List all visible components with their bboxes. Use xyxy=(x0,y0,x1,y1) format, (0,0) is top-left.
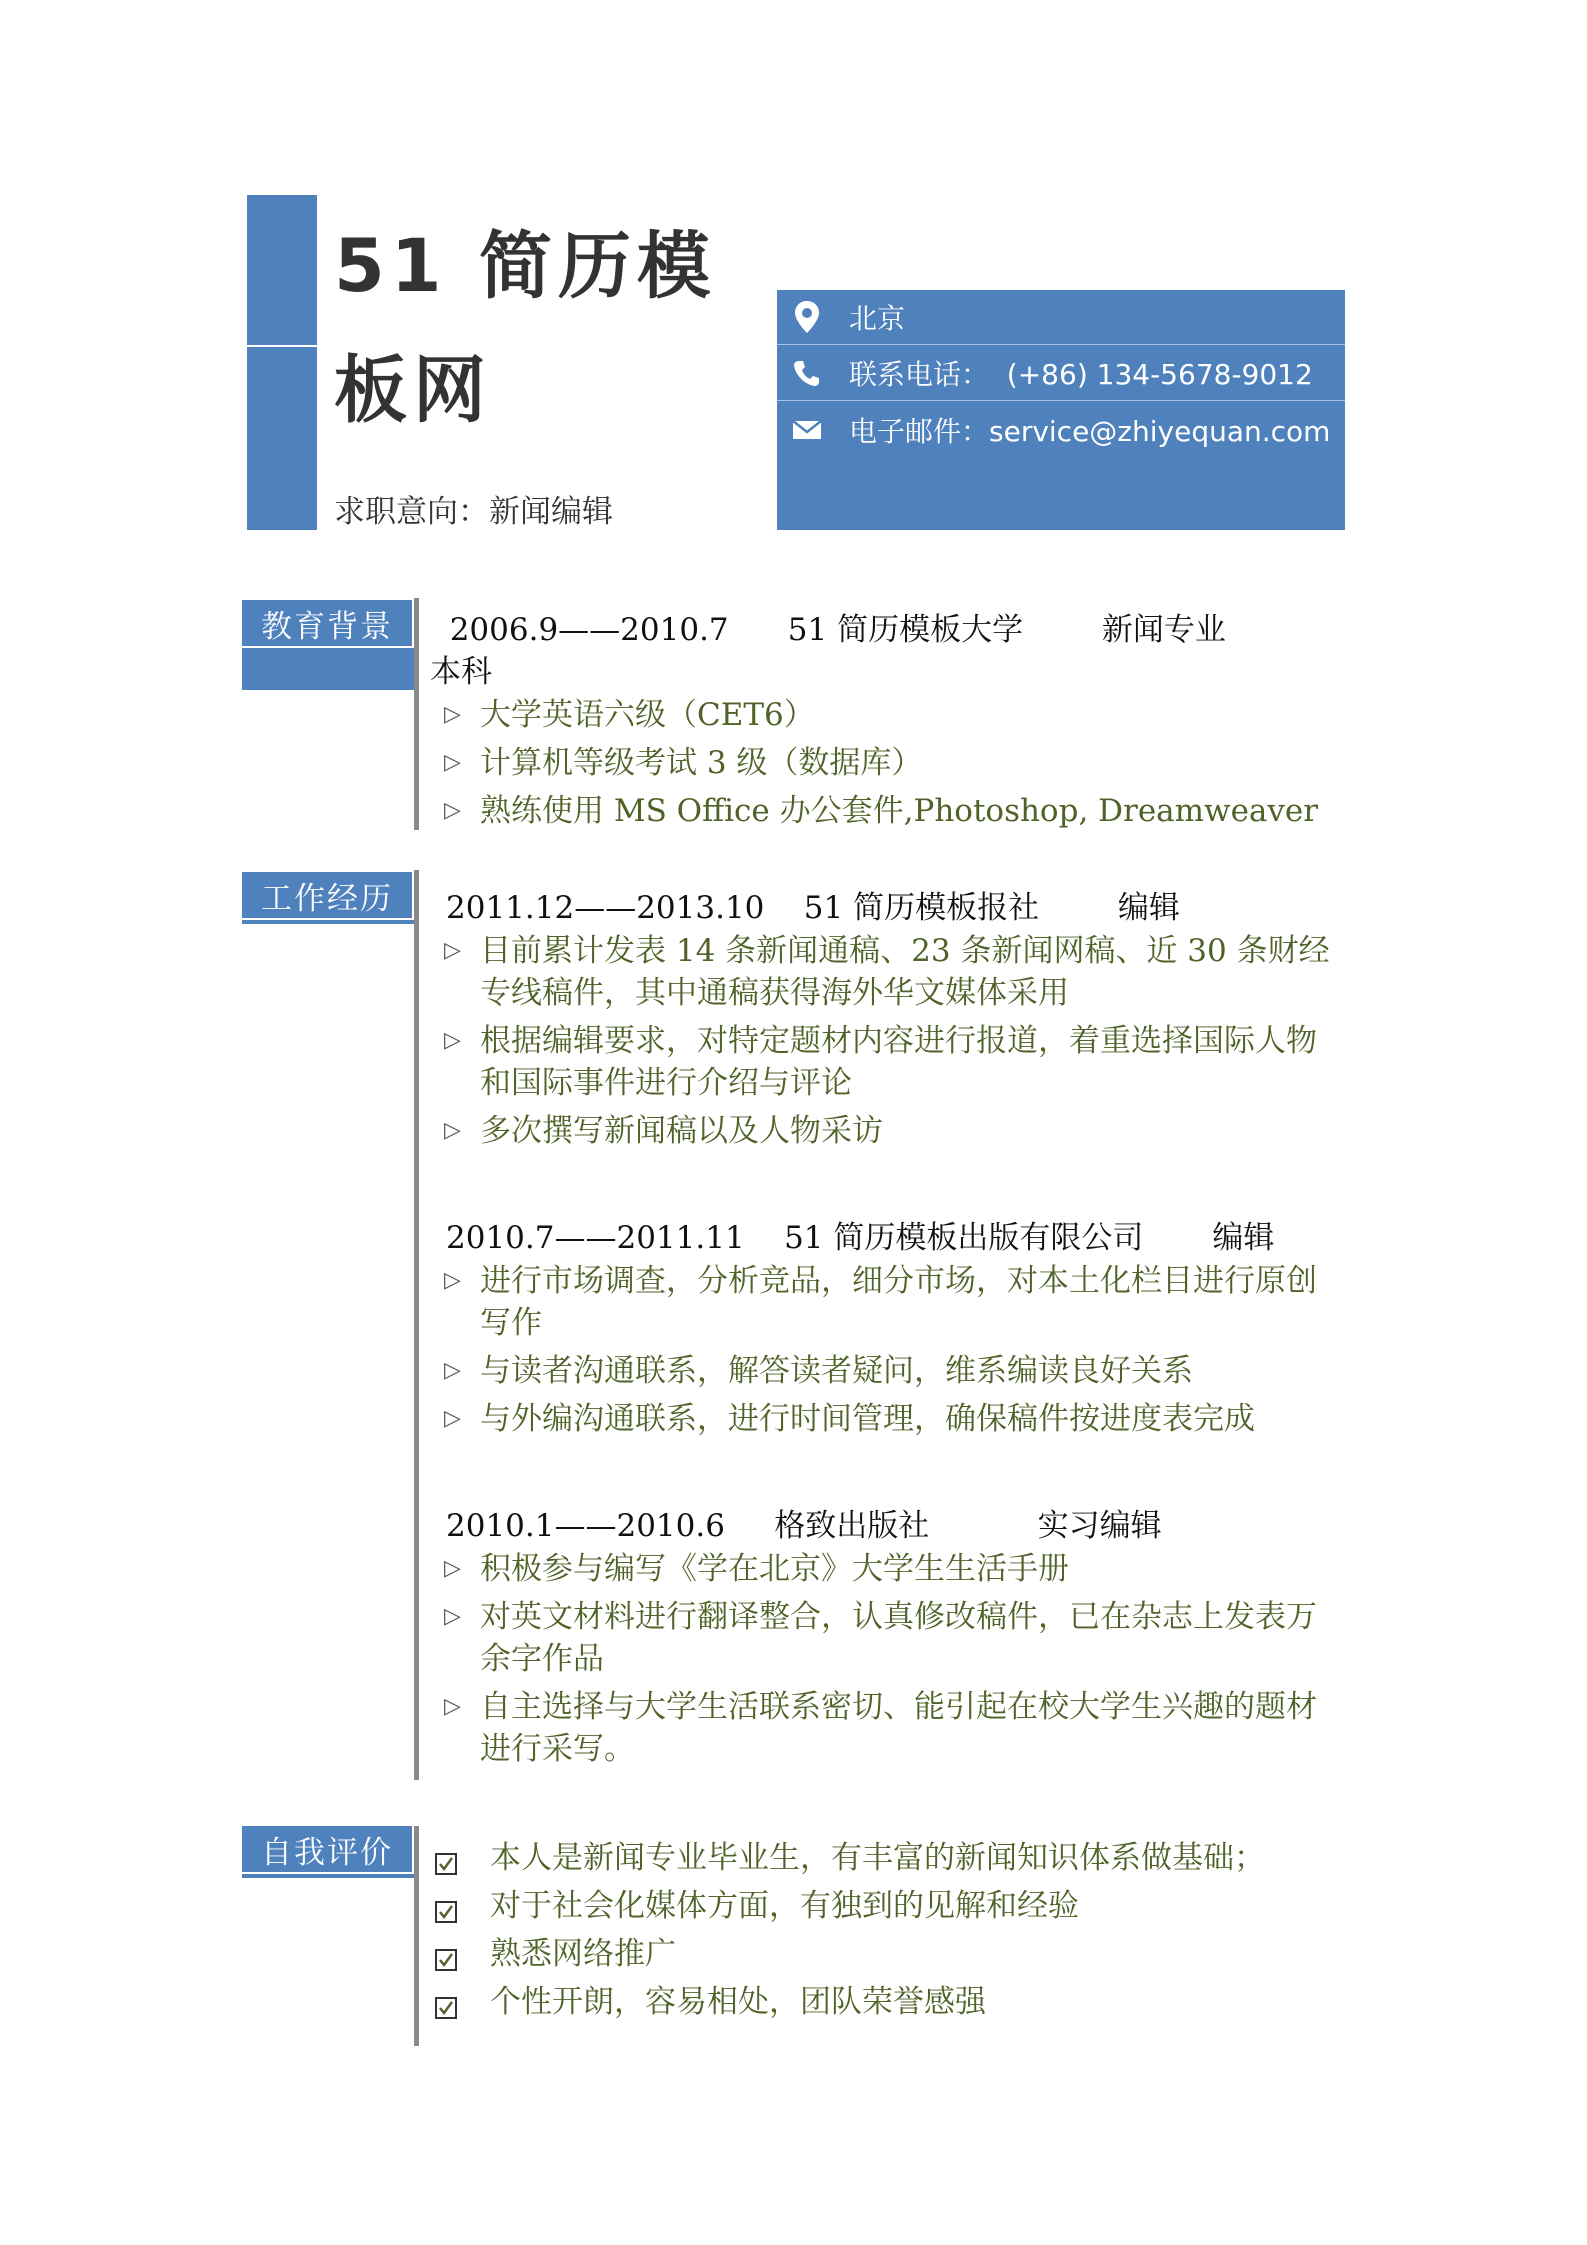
contact-location: 北京 xyxy=(849,302,906,335)
list-item: ▷ 与外编沟通联系，进行时间管理，确保稿件按进度表完成 xyxy=(444,1398,1334,1440)
contact-email-row xyxy=(777,402,1345,457)
job-list xyxy=(444,930,1334,1158)
list-item: 本人是新闻专业毕业生，有丰富的新闻知识体系做基础； xyxy=(434,1838,1334,1878)
location-pin-icon xyxy=(777,290,837,345)
list-item: ▷ 目前累计发表 14 条新闻通稿、23 条新闻网稿、近 30 条财经专线稿件，其中通稿获得海外华文媒体采用 xyxy=(444,930,1334,1014)
self-eval-rule xyxy=(414,1826,419,2046)
education-entry-head: 2006.9——2010.7 51 简历模板大学 新闻专业 xyxy=(430,612,1226,648)
checkbox-icon xyxy=(434,1846,458,1870)
education-rule xyxy=(414,598,419,830)
triangle-bullet-icon: ▷ xyxy=(444,1268,461,1293)
work-rule xyxy=(414,870,419,1780)
triangle-bullet-icon: ▷ xyxy=(444,798,461,823)
list-item: ▷ 根据编辑要求，对特定题材内容进行报道，着重选择国际人物和国际事件进行介绍与评论 xyxy=(444,1020,1334,1104)
self-eval-section-tab xyxy=(242,1826,414,1878)
list-item: 对于社会化媒体方面，有独到的见解和经验 xyxy=(434,1886,1334,1926)
self-eval-section-title: 自我评价 xyxy=(242,1826,414,1874)
job-head: 2010.1——2010.6 格致出版社 实习编辑 xyxy=(446,1508,1162,1544)
triangle-bullet-icon: ▷ xyxy=(444,1694,461,1719)
job-objective: 求职意向：新闻编辑 xyxy=(334,494,613,530)
list-item: 熟悉网络推广 xyxy=(434,1934,1334,1974)
header-accent-bar-bottom xyxy=(247,347,317,530)
triangle-bullet-icon: ▷ xyxy=(444,938,461,963)
contact-box xyxy=(777,290,1345,530)
list-item: ▷ 进行市场调查，分析竞品，细分市场，对本土化栏目进行原创写作 xyxy=(444,1260,1334,1344)
triangle-bullet-icon: ▷ xyxy=(444,1604,461,1629)
contact-phone: 联系电话： (+86) 134-5678-9012 xyxy=(849,358,1313,391)
header-accent-bar-top xyxy=(247,195,317,345)
job-head: 2010.7——2011.11 51 简历模板出版有限公司 编辑 xyxy=(446,1220,1275,1256)
triangle-bullet-icon: ▷ xyxy=(444,750,461,775)
checkbox-icon xyxy=(434,1942,458,1966)
contact-location-row xyxy=(777,290,1345,345)
work-section-title: 工作经历 xyxy=(242,872,414,920)
list-item: ▷ 计算机等级考试 3 级（数据库） xyxy=(444,742,1334,784)
education-list xyxy=(444,694,1334,838)
list-item: ▷ 对英文材料进行翻译整合，认真修改稿件，已在杂志上发表万余字作品 xyxy=(444,1596,1334,1680)
list-item: ▷ 多次撰写新闻稿以及人物采访 xyxy=(444,1110,1334,1152)
list-item: ▷ 自主选择与大学生活联系密切、能引起在校大学生兴趣的题材进行采写。 xyxy=(444,1686,1334,1770)
triangle-bullet-icon: ▷ xyxy=(444,1118,461,1143)
triangle-bullet-icon: ▷ xyxy=(444,1556,461,1581)
list-item: ▷ 大学英语六级（CET6） xyxy=(444,694,1334,736)
job-list xyxy=(444,1548,1334,1776)
phone-icon xyxy=(777,346,837,401)
list-item: ▷ 积极参与编写《学在北京》大学生生活手册 xyxy=(444,1548,1334,1590)
list-item: ▷ 与读者沟通联系，解答读者疑问，维系编读良好关系 xyxy=(444,1350,1334,1392)
self-eval-list xyxy=(434,1838,1334,2030)
job-list xyxy=(444,1260,1334,1446)
education-section-tab xyxy=(242,600,414,690)
triangle-bullet-icon: ▷ xyxy=(444,702,461,727)
triangle-bullet-icon: ▷ xyxy=(444,1406,461,1431)
contact-phone-row xyxy=(777,346,1345,401)
contact-email: 电子邮件：service@zhiyequan.com xyxy=(849,414,1331,448)
checkbox-icon xyxy=(434,1990,458,2014)
list-item: 个性开朗，容易相处，团队荣誉感强 xyxy=(434,1982,1334,2022)
work-section-tab xyxy=(242,872,414,924)
triangle-bullet-icon: ▷ xyxy=(444,1028,461,1053)
education-degree: 本科 xyxy=(430,654,492,690)
triangle-bullet-icon: ▷ xyxy=(444,1358,461,1383)
list-item: ▷ 熟练使用 MS Office 办公套件,Photoshop, Dreamweaver xyxy=(444,790,1334,832)
resume-name: 51 简历模板网 xyxy=(334,224,717,433)
job-head: 2011.12——2013.10 51 简历模板报社 编辑 xyxy=(446,890,1180,926)
checkbox-icon xyxy=(434,1894,458,1918)
envelope-icon xyxy=(777,402,837,457)
education-section-title: 教育背景 xyxy=(242,600,414,648)
